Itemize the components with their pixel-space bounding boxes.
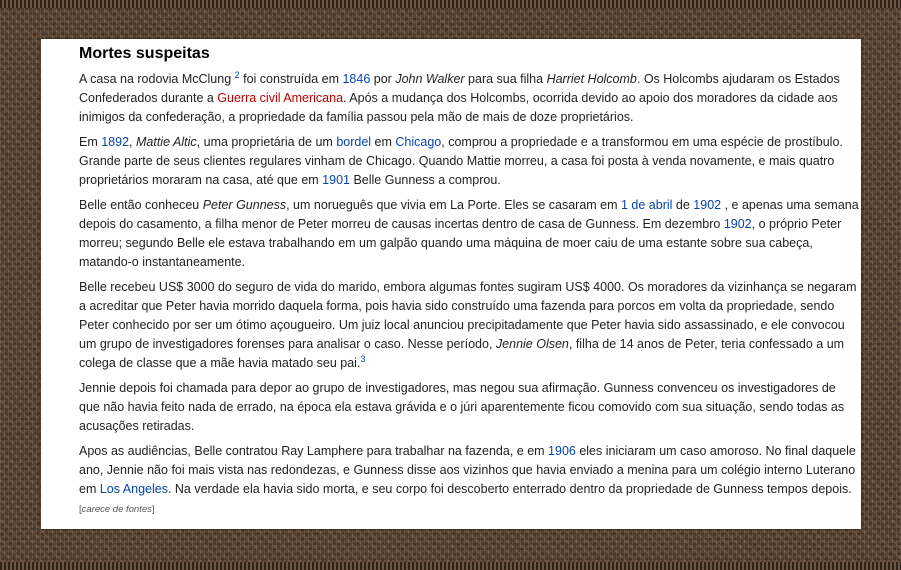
link-guerra-civil-americana[interactable]: Guerra civil Americana [217, 91, 344, 105]
reference-link[interactable]: 3 [360, 354, 366, 364]
text: foi construída em [239, 72, 343, 86]
link-1-de-abril[interactable]: 1 de abril [621, 198, 673, 212]
text: Em [79, 135, 102, 149]
link-1892[interactable]: 1892 [101, 135, 130, 149]
text: Belle recebeu US$ 3000 do seguro de vida do marido, embora algumas fontes sugiram US$ 4000. Os moradores da vizinhança se negaram a acreditar que Peter havia morrido daquela forma, pois havia sido construído uma fazenda para porcos em volta da propriedade, sendo Peter conhecido por ser um ótimo açougueiro. Um juiz local anunciou precipitadamente que Peter havia sido assassinado, e ele convocou um grupo de investigadores forenses para analisar o caso. Nesse período, [79, 280, 857, 351]
text: por [370, 72, 396, 86]
section-title: Mortes suspeitas [79, 45, 210, 62]
link-1906[interactable]: 1906 [548, 444, 576, 458]
frame-top-edge [0, 0, 901, 8]
name-peter-gunness: Peter Gunness [202, 198, 287, 212]
text: eles iniciaram um caso amoroso. No final daquele ano, Jennie não foi mais vista nas redondezas, e Gunness disse aos vizinhos que havia enviado a menina para um colégio interno Luterano em [79, 444, 856, 496]
citation-needed-link[interactable]: carece de fontes [81, 504, 152, 515]
text: . Os Holcombs ajudaram os Estados Confederados durante a [79, 72, 840, 105]
text: Apos as audiências, Belle contratou Ray Lamphere para trabalhar na fazenda, e em [79, 444, 549, 458]
link-bordel[interactable]: bordel [336, 135, 372, 149]
link-1902[interactable]: 1902 [693, 198, 722, 212]
paragraph-5 [79, 379, 859, 436]
bracket-close: ] [151, 504, 155, 515]
text: , um norueguês que vivia em La Porte. Eles se casaram em [286, 198, 621, 212]
link-los-angeles[interactable]: Los Angeles [99, 482, 168, 496]
text: de [672, 198, 694, 212]
text: , e apenas uma semana depois do casamento, a filha menor de Peter morreu de causas incertas dentro de casa de Gunness. Em dezembro [79, 198, 859, 231]
bracket-open: [ [79, 504, 82, 515]
paragraph-1 [79, 70, 859, 127]
frame-bottom-edge [0, 562, 901, 570]
name-harriet-holcomb: Harriet Holcomb [546, 72, 637, 86]
link-1846[interactable]: 1846 [342, 72, 371, 86]
reference-link[interactable]: 2 [234, 70, 240, 80]
link-1901[interactable]: 1901 [322, 173, 350, 187]
name-mattie-altic: Mattie Altic [136, 135, 197, 149]
text: em [371, 135, 396, 149]
paragraph-6 [79, 442, 859, 519]
link-chicago[interactable]: Chicago [395, 135, 442, 149]
text: para sua filha [464, 72, 547, 86]
paragraph-4 [79, 278, 859, 373]
link-1902-dezembro[interactable]: 1902 [723, 217, 752, 231]
name-jennie-olsen: Jennie Olsen [495, 337, 569, 351]
text: . Na verdade ela havia sido morta, e seu corpo foi descoberto enterrado dentro da propriedade de Gunness tempos depois. [167, 482, 852, 496]
reference-3[interactable] [360, 354, 365, 364]
text: , uma proprietária de um [196, 135, 337, 149]
text: , o próprio Peter morreu; segundo Belle ele estava trabalhando em um galpão quando uma máquina de moer caiu de uma estante sobre sua cabeça, matando-o instantaneamente. [79, 217, 842, 269]
text: . Após a mudança dos Holcombs, ocorrida devido ao apoio dos moradores da cidade aos inimigos da confederação, a propriedade da família passou pela mão de mais de doze proprietários. [79, 91, 838, 124]
article-panel [41, 39, 861, 529]
name-john-walker: John Walker [395, 72, 465, 86]
citation-needed [79, 504, 155, 515]
text: A casa na rodovia McClung [79, 72, 235, 86]
text: , comprou a propriedade e a transformou em uma espécie de prostíbulo. Grande parte de seus clientes regulares vinham de Chicago. Quando Mattie morreu, a casa foi posta à venda novamente, e mais quatro proprietários moraram na casa, até que em [79, 135, 843, 187]
text: Belle então conheceu [79, 198, 203, 212]
text: Jennie depois foi chamada para depor ao grupo de investigadores, mas negou sua afirmação. Gunness convenceu os investigadores de que não havia feito nada de errado, na época ela estava grávida e o júri aparentemente ficou comovido com sua situação, sendo todas as acusações retiradas. [79, 381, 845, 433]
paragraph-2 [79, 133, 859, 190]
paragraph-3 [79, 196, 859, 272]
text: , [129, 135, 136, 149]
text: , filha de 14 anos de Peter, teria confessado a um colega de classe que a mãe havia matado seu pai. [79, 337, 845, 370]
text: Belle Gunness a comprou. [349, 173, 501, 187]
